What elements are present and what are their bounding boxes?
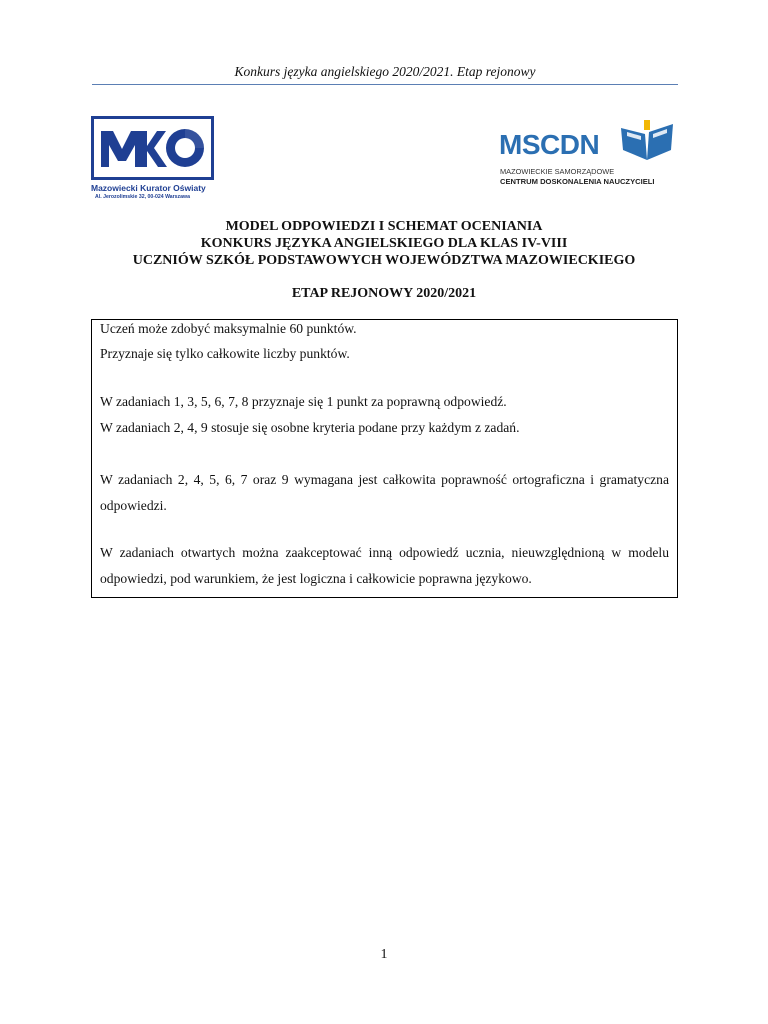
rule-one-point-tasks: W zadaniach 1, 3, 5, 6, 7, 8 przyznaje się 1 punkt za poprawną odpowiedź. [100, 394, 507, 409]
document-title [80, 218, 688, 269]
mscdn-logo [497, 120, 679, 190]
rule-max-points: Uczeń może zdobyć maksymalnie 60 punktów. [100, 321, 357, 336]
page-number: 1 [380, 947, 388, 962]
mscdn-logo-subtitle-2: CENTRUM DOSKONALENIA NAUCZYCIELI [500, 177, 655, 186]
header-divider [92, 84, 678, 85]
title-line-1: MODEL ODPOWIEDZI I SCHEMAT OCENIANIA [225, 219, 543, 234]
stage-heading: ETAP REJONOWY 2020/2021 [291, 286, 477, 301]
rule-whole-points: Przyznaje się tylko całkowite liczby punktów. [100, 346, 350, 361]
mko-logo [91, 116, 221, 206]
mko-logo-mark [94, 119, 211, 177]
mscdn-logo-mark: MSCDN [499, 129, 600, 160]
rule-open-tasks: W zadaniach otwartych można zaakceptować inną odpowiedź ucznia, nieuwzględnioną w modelu odpowiedzi, pod warunkiem, że jest logiczna i całkowicie poprawna językowo. [100, 545, 669, 586]
title-line-2: KONKURS JĘZYKA ANGIELSKIEGO DLA KLAS IV-VIII [200, 236, 568, 251]
mko-logo-address: Al. Jerozolimskie 32, 00-024 Warszawa [95, 194, 190, 200]
mscdn-logo-subtitle-1: MAZOWIECKIE SAMORZĄDOWE [500, 167, 615, 176]
rule-spelling-grammar: W zadaniach 2, 4, 5, 6, 7 oraz 9 wymagana jest całkowita poprawność ortograficzna i gramatyczna odpowiedzi. [100, 472, 669, 513]
rule-separate-criteria: W zadaniach 2, 4, 9 stosuje się osobne kryteria podane przy każdym z zadań. [100, 420, 520, 435]
scoring-rules-box [91, 319, 678, 598]
open-book-icon [619, 120, 675, 160]
mko-logo-name: Mazowiecki Kurator Oświaty [91, 183, 206, 193]
mko-logo-frame [91, 116, 214, 180]
running-header: Konkurs języka angielskiego 2020/2021. Etap rejonowy [234, 64, 536, 79]
title-line-3: UCZNIÓW SZKÓŁ PODSTAWOWYCH WOJEWÓDZTWA MAZOWIECKIEGO [132, 253, 636, 268]
